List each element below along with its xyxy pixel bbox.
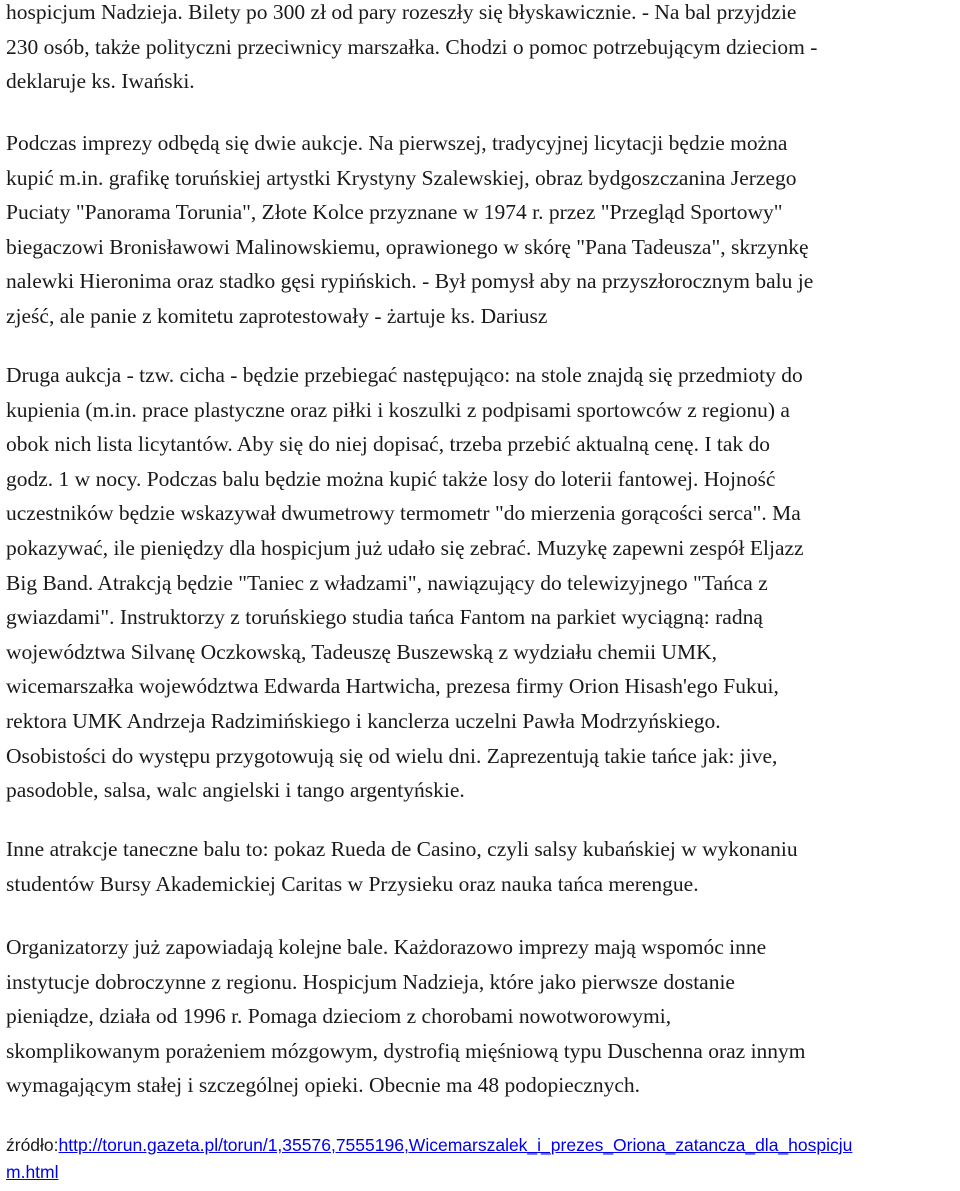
text-line: skomplikowanym porażeniem mózgowym, dystrofią mięśniową typu Duschenna oraz innym xyxy=(6,1038,806,1063)
source-link[interactable]: http://torun.gazeta.pl/torun/1,35576,7555196,Wicemarszalek_i_prezes_Oriona_zatancza_dla_hospicju xyxy=(58,1135,853,1155)
text-line: wicemarszałka województwa Edwarda Hartwicha, prezesa firmy Orion Hisash'ego Fukui, xyxy=(6,674,779,699)
source-link-continued[interactable]: m.html xyxy=(6,1162,59,1182)
text-line: pieniądze, działa od 1996 r. Pomaga dzieciom z chorobami nowotworowymi, xyxy=(6,1004,672,1029)
article-paragraph-5 xyxy=(6,930,956,1103)
article-paragraph-1 xyxy=(6,0,956,99)
text-line: Organizatorzy już zapowiadają kolejne bale. Każdorazowo imprezy mają wspomóc inne xyxy=(6,935,767,959)
text-line: zjeść, ale panie z komitetu zaprotestowały - żartuje ks. Dariusz xyxy=(6,303,548,328)
text-line: Osobistości do występu przygotowują się od wielu dni. Zaprezentują takie tańce jak: jive, xyxy=(6,743,778,768)
article-paragraph-4 xyxy=(6,832,956,901)
text-line: Podczas imprezy odbędą się dwie aukcje. Na pierwszej, tradycyjnej licytacji będzie można xyxy=(6,131,788,155)
text-line: biegaczowi Bronisławowi Malinowskiemu, oprawionego w skórę "Pana Tadeusza", skrzynkę xyxy=(6,234,809,259)
article-paragraph-2 xyxy=(6,126,956,334)
text-line: Inne atrakcje taneczne balu to: pokaz Rueda de Casino, czyli salsy kubańskiej w wykonaniu xyxy=(6,837,798,861)
text-line: godz. 1 w nocy. Podczas balu będzie można kupić także losy do loterii fantowej. Hojność xyxy=(6,466,776,491)
text-line: kupienia (m.in. prace plastyczne oraz piłki i koszulki z podpisami sportowców z regionu) a xyxy=(6,397,790,422)
text-line: obok nich lista licytantów. Aby się do niej dopisać, trzeba przebić aktualną cenę. I tak do xyxy=(6,432,770,457)
text-line: wymagającym stałej i szczególnej opieki. Obecnie ma 48 podopiecznych. xyxy=(6,1073,641,1098)
source-label: źródło: xyxy=(6,1135,59,1155)
text-line: Big Band. Atrakcją będzie "Taniec z władzami", nawiązujący do telewizyjnego "Tańca z xyxy=(6,570,768,595)
text-line: Druga aukcja - tzw. cicha - będzie przebiegać następująco: na stole znajdą się przedmioty do xyxy=(6,363,803,387)
source-line-1 xyxy=(6,1132,956,1159)
text-line: Puciaty "Panorama Torunia", Złote Kolce przyznane w 1974 r. przez "Przegląd Sportowy" xyxy=(6,200,783,225)
text-line: studentów Bursy Akademickiej Caritas w Przysieku oraz nauka tańca merengue. xyxy=(6,871,699,896)
source-citation xyxy=(6,1132,956,1186)
text-line: nalewki Hieronima oraz stadko gęsi rypińskich. - Był pomysł aby na przyszłorocznym balu je xyxy=(6,269,814,294)
text-line: deklaruje ks. Iwański. xyxy=(6,69,195,94)
article-paragraph-3 xyxy=(6,358,956,808)
source-line-2 xyxy=(6,1159,956,1186)
text-line: pokazywać, ile pieniędzy dla hospicjum już udało się zebrać. Muzykę zapewni zespół Eljazz xyxy=(6,535,804,560)
text-line: województwa Silvanę Oczkowską, Tadeuszę Buszewską z wydziału chemii UMK, xyxy=(6,639,717,664)
text-line: gwiazdami". Instruktorzy z toruńskiego studia tańca Fantom na parkiet wyciągną: radną xyxy=(6,605,763,630)
text-line: pasodoble, salsa, walc angielski i tango argentyńskie. xyxy=(6,778,465,803)
text-line: hospicjum Nadzieja. Bilety po 300 zł od pary rozeszły się błyskawicznie. - Na bal przyjdzie xyxy=(6,0,797,24)
text-line: rektora UMK Andrzeja Radzimińskiego i kanclerza uczelni Pawła Modrzyńskiego. xyxy=(6,708,721,733)
text-line: 230 osób, także polityczni przeciwnicy marszałka. Chodzi o pomoc potrzebującym dzieciom - xyxy=(6,34,818,59)
text-line: instytucje dobroczynne z regionu. Hospicjum Nadzieja, które jako pierwsze dostanie xyxy=(6,969,735,994)
text-line: uczestników będzie wskazywał dwumetrowy termometr "do mierzenia gorącości serca". Ma xyxy=(6,501,801,526)
text-line: kupić m.in. grafikę toruńskiej artystki Krystyny Szalewskiej, obraz bydgoszczanina Jerzego xyxy=(6,165,797,190)
